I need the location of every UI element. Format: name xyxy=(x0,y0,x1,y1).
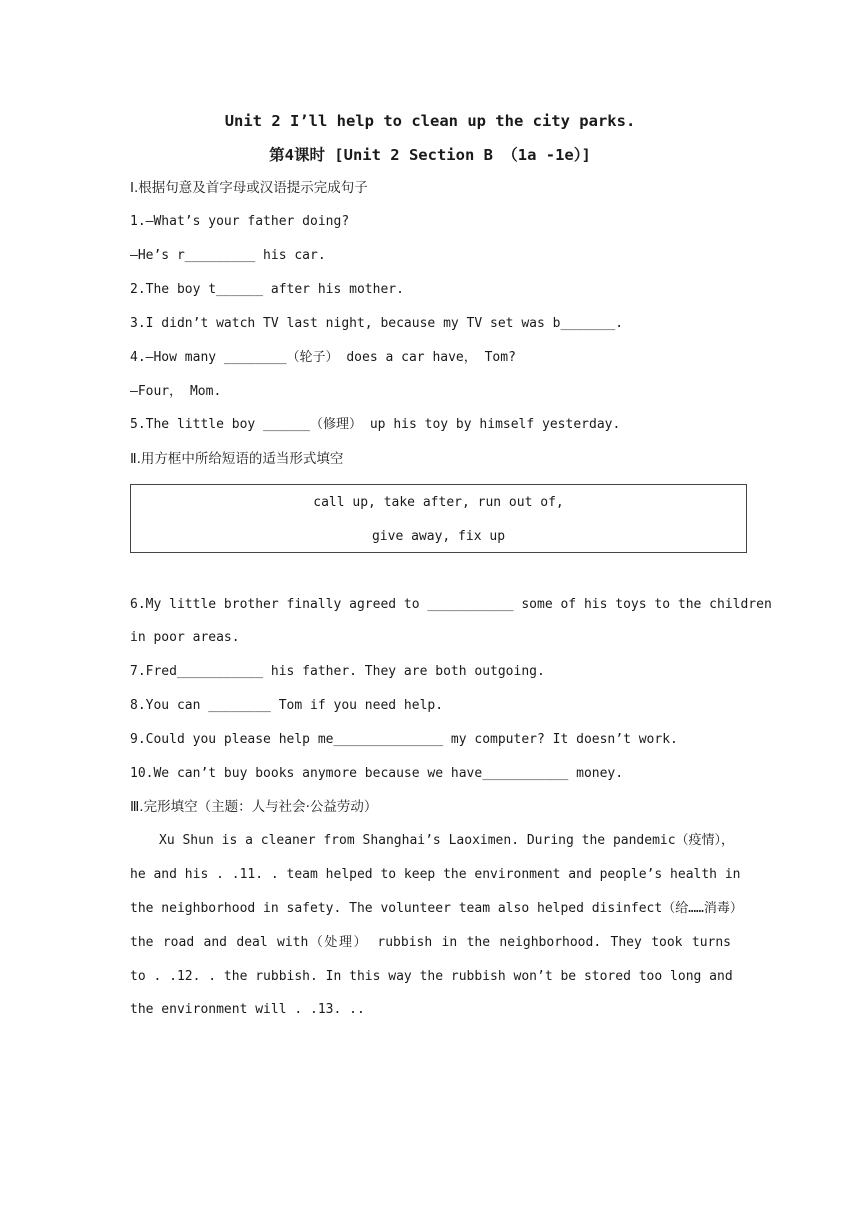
section-1-heading: Ⅰ.根据句意及首字母或汉语提示完成句子 xyxy=(130,180,368,196)
question-line: 10.We can’t buy books anymore because we have___________ money. xyxy=(130,766,624,781)
section-3-heading: Ⅲ.完形填空（主题：人与社会·公益劳动） xyxy=(130,799,378,815)
question-line: 8.You can ________ Tom if you need help. xyxy=(130,698,444,713)
question-line: 1.—What’s your father doing? xyxy=(130,214,350,229)
phrase-box xyxy=(130,484,747,553)
question-line: 2.The boy t______ after his mother. xyxy=(130,282,404,297)
passage-line: Xu Shun is a cleaner from Shanghai’s Laoximen. During the pandemic（疫情）， xyxy=(159,833,735,848)
passage-line: the neighborhood in safety. The volunteer team also helped disinfect（给……消毒） xyxy=(130,901,743,916)
question-line: 7.Fred___________ his father. They are both outgoing. xyxy=(130,664,545,679)
question-line: —He’s r_________ his car. xyxy=(130,248,326,263)
passage-line: the road and deal with（处理） rubbish in the neighborhood. They took turns xyxy=(130,935,731,950)
question-line: 4.—How many ________（轮子） does a car have， Tom? xyxy=(130,350,516,365)
question-line: 5.The little boy ______（修理） up his toy by himself yesterday. xyxy=(130,417,621,432)
question-line: —Four， Mom. xyxy=(130,384,222,399)
passage-line: the environment will . .13. .. xyxy=(130,1002,365,1017)
question-line: in poor areas. xyxy=(130,630,240,645)
passage-line: he and his . .11. . team helped to keep the environment and people’s health in xyxy=(130,867,741,882)
phrase-box-line: give away, fix up xyxy=(371,529,506,544)
passage-line: to . .12. . the rubbish. In this way the rubbish won’t be stored too long and xyxy=(130,969,733,984)
question-line: 3.I didn’t watch TV last night, because my TV set was b_______. xyxy=(130,316,624,331)
question-line: 6.My little brother finally agreed to ___________ some of his toys to the children xyxy=(130,597,772,612)
question-line: 9.Could you please help me______________ my computer? It doesn’t work. xyxy=(130,732,678,747)
phrase-box-line: call up, take after, run out of, xyxy=(313,495,564,510)
lesson-subtitle: 第4课时 [Unit 2 Section B （1a -1e）] xyxy=(269,146,591,164)
document-title: Unit 2 I’ll help to clean up the city parks. xyxy=(224,112,636,130)
section-2-heading: Ⅱ.用方框中所给短语的适当形式填空 xyxy=(130,451,344,467)
